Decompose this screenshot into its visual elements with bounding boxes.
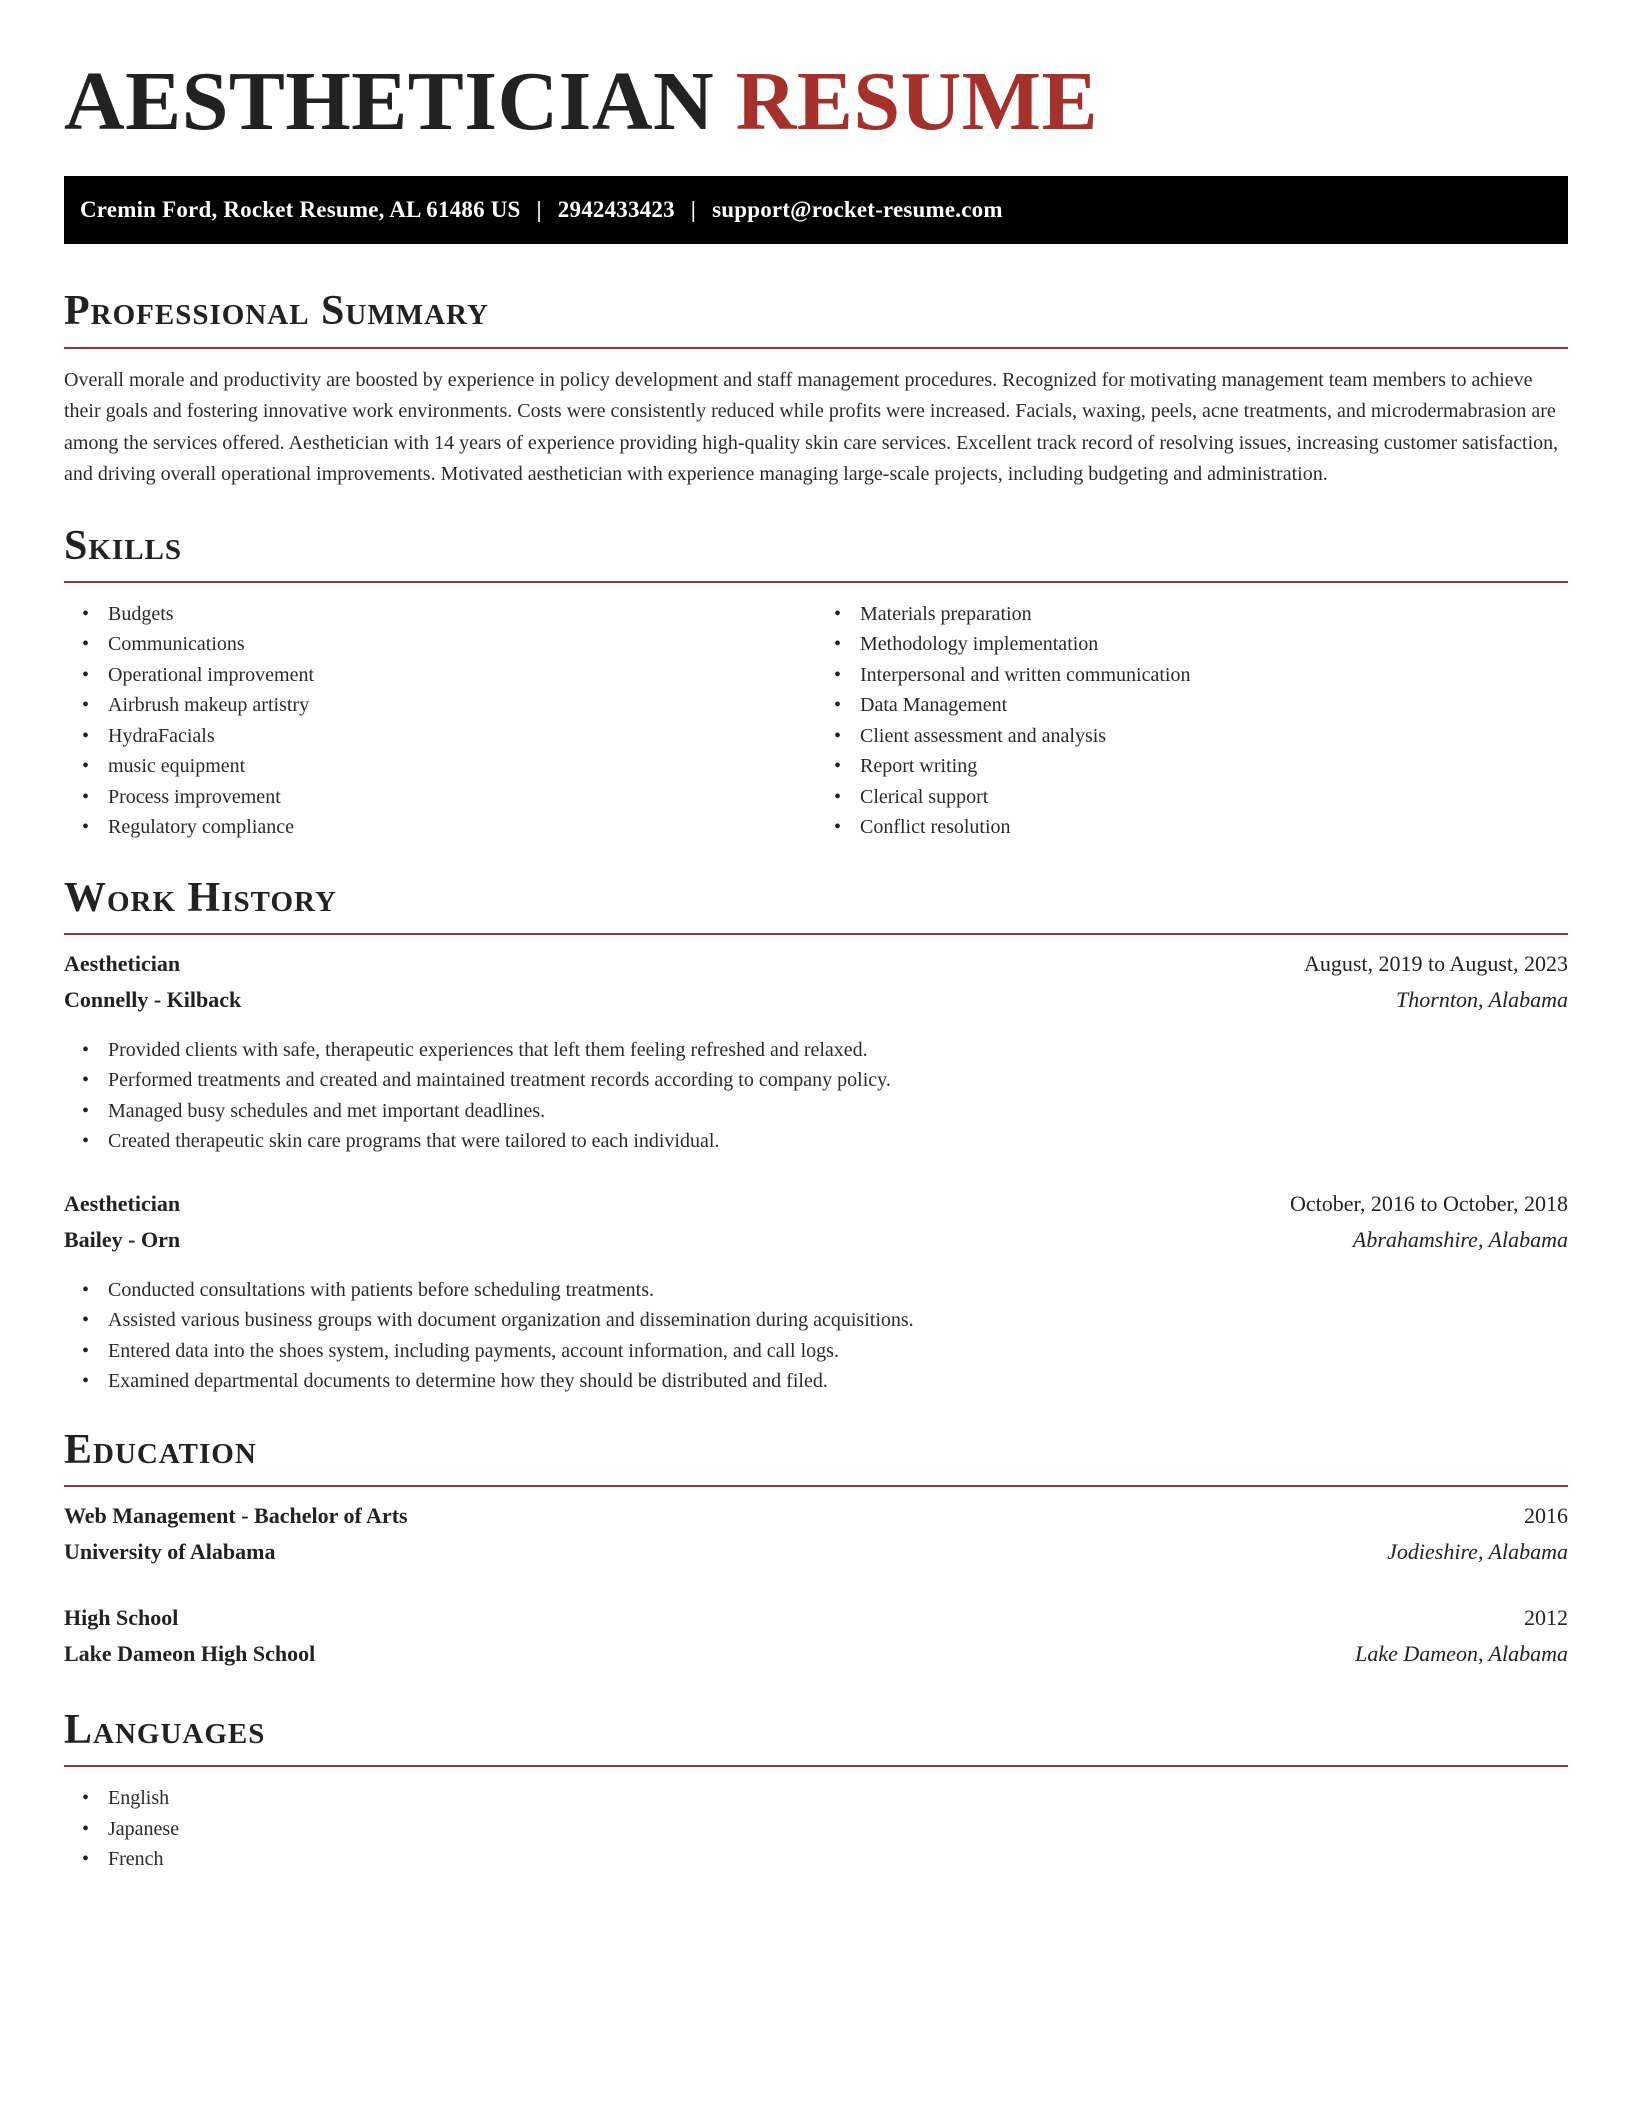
education-degree: Web Management - Bachelor of Arts <box>64 1503 408 1529</box>
skill-item: • Materials preparation <box>860 599 1568 630</box>
skills-grid <box>64 599 1568 843</box>
skill-item: • HydraFacials <box>108 721 816 752</box>
job-duty: • Managed busy schedules and met important deadlines. <box>108 1096 1568 1127</box>
education-school: University of Alabama <box>64 1539 276 1565</box>
job-location: Abrahamshire, Alabama <box>1352 1226 1568 1252</box>
section-divider <box>64 1485 1568 1487</box>
job-duty: • Created therapeutic skin care programs that were tailored to each individual. <box>108 1126 1568 1157</box>
education-entry <box>64 1503 1568 1575</box>
skills-column-left <box>64 599 816 843</box>
languages-heading: Languages <box>64 1707 266 1754</box>
resume-title <box>64 56 1568 148</box>
education-location: Jodieshire, Alabama <box>1387 1539 1568 1565</box>
languages-list <box>64 1783 1568 1875</box>
resume-title-main: AESTHETICIAN <box>64 55 715 148</box>
job-entry <box>64 951 1568 1157</box>
section-divider <box>64 347 1568 349</box>
skill-item: • Clerical support <box>860 782 1568 813</box>
skill-item: • Airbrush makeup artistry <box>108 690 816 721</box>
job-duty: • Performed treatments and created and maintained treatment records according to company policy. <box>108 1065 1568 1096</box>
education-year: 2012 <box>1524 1605 1568 1631</box>
work-history-heading: Work History <box>64 874 337 921</box>
skill-item: • Regulatory compliance <box>108 812 816 843</box>
job-title: Aesthetician <box>64 1190 181 1216</box>
job-dates: August, 2019 to August, 2023 <box>1303 950 1568 976</box>
job-duty: • Entered data into the shoes system, including payments, account information, and call logs. <box>108 1336 1568 1367</box>
job-company-row <box>64 1227 1568 1263</box>
contact-separator: | <box>536 197 542 223</box>
section-divider <box>64 1765 1568 1767</box>
work-history-section <box>64 875 1568 1397</box>
job-duty: • Provided clients with safe, therapeutic experiences that left them feeling refreshed and relaxed. <box>108 1035 1568 1066</box>
language-item: • Japanese <box>108 1814 1568 1845</box>
job-duty: • Examined departmental documents to determine how they should be distributed and filed. <box>108 1366 1568 1397</box>
skill-item: • Client assessment and analysis <box>860 721 1568 752</box>
skill-item: • Communications <box>108 629 816 660</box>
education-heading: Education <box>64 1426 257 1473</box>
skill-item: • Operational improvement <box>108 660 816 691</box>
skills-list-left <box>64 599 816 843</box>
job-duty: • Assisted various business groups with document organization and dissemination during acquisitions. <box>108 1305 1568 1336</box>
skill-item: • Report writing <box>860 751 1568 782</box>
contact-phone: 2942433423 <box>557 197 675 223</box>
skills-section <box>64 523 1568 843</box>
skills-column-right <box>816 599 1568 843</box>
summary-text: Overall morale and productivity are boosted by experience in policy development and staff management procedures. Recognized for motivating management team members to achieve their goals and fostering innovative work environments. Costs were consistently reduced while profits were increased. Facials, waxing, peels, acne treatments, and microdermabrasion are among the services offered. Aesthetician with 14 years of experience providing high-quality skin care services. Excellent track record of resolving issues, increasing customer satisfaction, and driving overall operational improvements. Motivated aesthetician with experience managing large-scale projects, including budgeting and administration. <box>64 368 1559 486</box>
contact-separator: | <box>690 197 697 223</box>
education-school: Lake Dameon High School <box>64 1641 316 1667</box>
education-year: 2016 <box>1524 1503 1568 1529</box>
job-header-row <box>64 1191 1568 1227</box>
resume-title-accent: RESUME <box>735 55 1099 148</box>
job-duties-list <box>64 1035 1568 1157</box>
job-duty: • Conducted consultations with patients before scheduling treatments. <box>108 1275 1568 1306</box>
summary-heading: Professional Summary <box>64 288 489 335</box>
skill-item: • music equipment <box>108 751 816 782</box>
education-entry <box>64 1605 1568 1677</box>
skills-list-right <box>816 599 1568 843</box>
skill-item: • Interpersonal and written communication <box>860 660 1568 691</box>
skill-item: • Process improvement <box>108 782 816 813</box>
contact-bar <box>64 176 1568 244</box>
job-company: Bailey - Orn <box>64 1226 181 1252</box>
job-company-row <box>64 987 1568 1023</box>
language-item: • English <box>108 1783 1568 1814</box>
education-school-row <box>64 1641 1568 1677</box>
contact-email: support@rocket-resume.com <box>712 197 1003 223</box>
job-entry <box>64 1191 1568 1397</box>
job-company: Connelly - Kilback <box>64 986 242 1012</box>
skill-item: • Methodology implementation <box>860 629 1568 660</box>
skills-heading: Skills <box>64 522 183 569</box>
skill-item: • Data Management <box>860 690 1568 721</box>
education-section <box>64 1427 1568 1677</box>
education-location: Lake Dameon, Alabama <box>1355 1641 1568 1667</box>
section-divider <box>64 933 1568 935</box>
education-degree-row <box>64 1605 1568 1641</box>
job-location: Thornton, Alabama <box>1396 986 1568 1012</box>
job-header-row <box>64 951 1568 987</box>
skill-item: • Conflict resolution <box>860 812 1568 843</box>
summary-section <box>64 288 1568 490</box>
languages-section <box>64 1707 1568 1875</box>
education-degree: High School <box>64 1605 179 1631</box>
language-item: • French <box>108 1844 1568 1875</box>
contact-address: Cremin Ford, Rocket Resume, AL 61486 US <box>80 197 521 223</box>
job-duties-list <box>64 1275 1568 1397</box>
section-divider <box>64 581 1568 583</box>
education-degree-row <box>64 1503 1568 1539</box>
job-dates: October, 2016 to October, 2018 <box>1289 1190 1568 1216</box>
education-school-row <box>64 1539 1568 1575</box>
skill-item: • Budgets <box>108 599 816 630</box>
job-title: Aesthetician <box>64 950 181 976</box>
